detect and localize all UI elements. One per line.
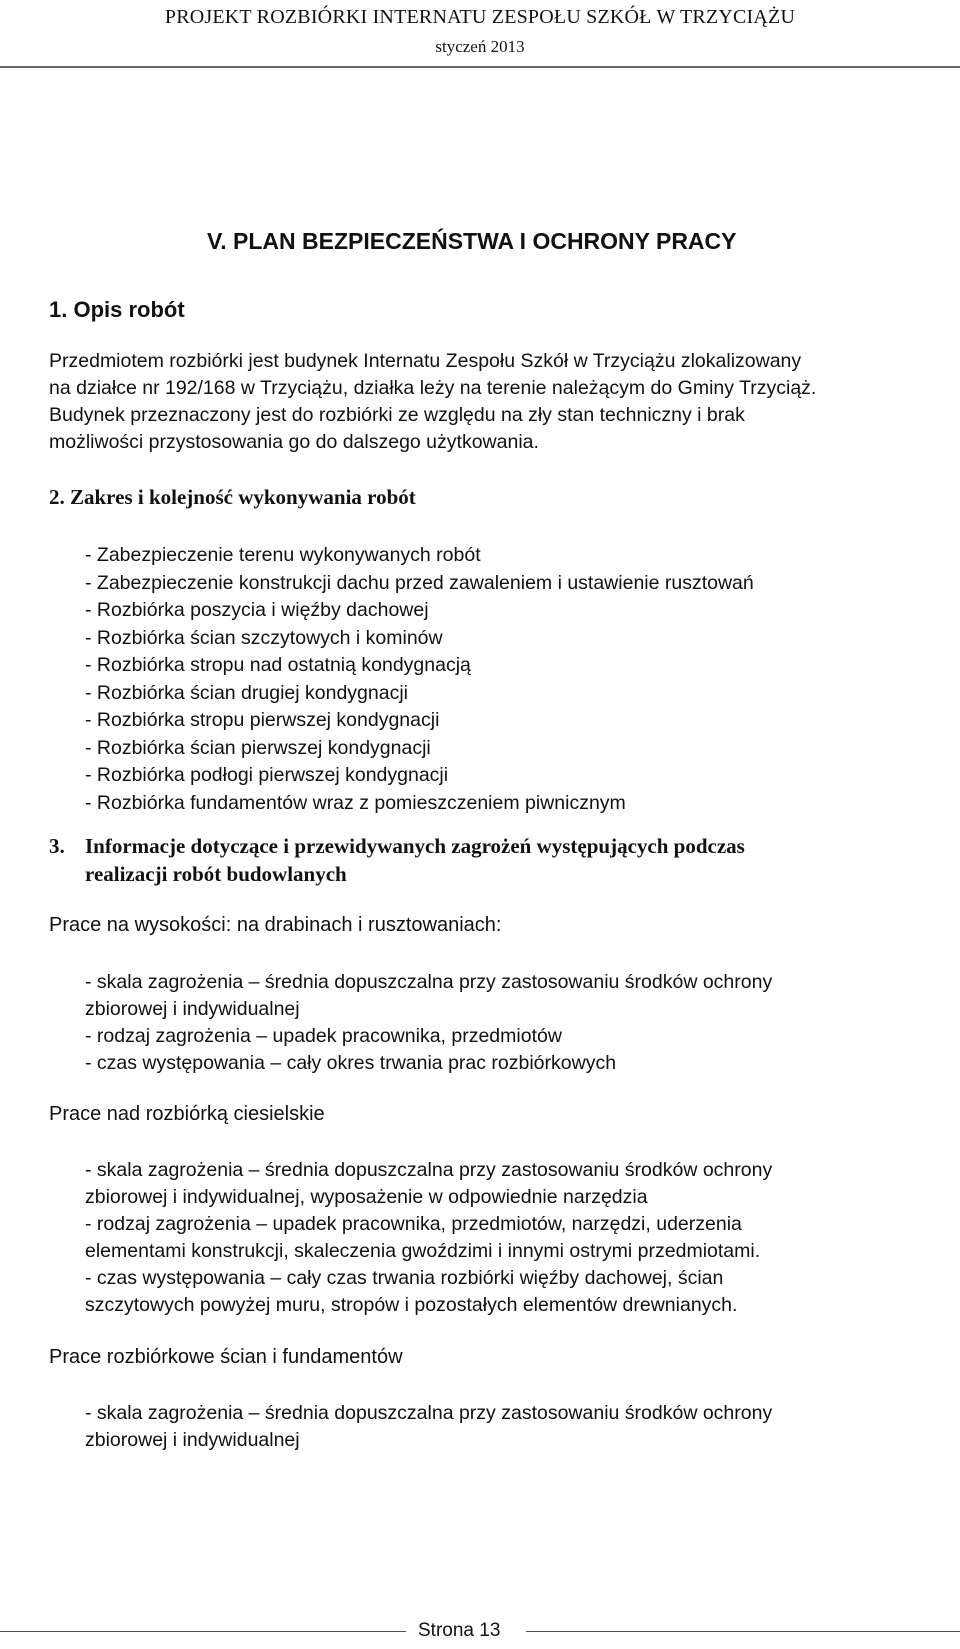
footer-rule-left	[0, 1631, 406, 1632]
section-1-paragraph	[49, 348, 919, 456]
page-footer	[0, 1620, 960, 1649]
header-date: styczeń 2013	[435, 37, 525, 56]
hazard-line: - czas występowania – cały czas trwania rozbiórki więźby dachowej, ścian	[85, 1267, 724, 1289]
list-item: - Rozbiórka poszycia i więźby dachowej	[85, 599, 429, 621]
hazard-line: - skala zagrożenia – średnia dopuszczalna przy zastosowaniu środków ochrony	[85, 1402, 773, 1424]
section-3-heading-line: Informacje dotyczące i przewidywanych zagrożeń występujących podczas	[85, 834, 745, 858]
list-item: - Rozbiórka podłogi pierwszej kondygnacji	[85, 764, 449, 786]
paragraph-line: możliwości przystosowania go do dalszego użytkowania.	[49, 431, 539, 453]
list-item: - Rozbiórka stropu pierwszej kondygnacji	[85, 709, 440, 731]
hazard-group-title: Prace rozbiórkowe ścian i fundamentów	[49, 1346, 403, 1368]
hazard-line: - skala zagrożenia – średnia dopuszczalna przy zastosowaniu środków ochrony	[85, 1159, 773, 1181]
hazard-line: elementami konstrukcji, skaleczenia gwoździmi i innymi ostrymi przedmiotami.	[85, 1240, 761, 1262]
footer-rule-right	[526, 1631, 960, 1632]
section-1-heading: 1. Opis robót	[49, 297, 185, 322]
hazard-line: - rodzaj zagrożenia – upadek pracownika, przedmiotów	[85, 1025, 562, 1047]
hazard-line: zbiorowej i indywidualnej, wyposażenie w odpowiednie narzędzia	[85, 1186, 648, 1208]
list-item: - Zabezpieczenie konstrukcji dachu przed zawaleniem i ustawienie rusztowań	[85, 571, 754, 594]
hazard-line: - rodzaj zagrożenia – upadek pracownika, przedmiotów, narzędzi, uderzenia	[85, 1213, 742, 1235]
list-item: - Rozbiórka fundamentów wraz z pomieszczeniem piwnicznym	[85, 791, 626, 814]
page-header	[0, 0, 960, 68]
hazard-line: - czas występowania – cały okres trwania prac rozbiórkowych	[85, 1052, 617, 1074]
hazard-group-title: Prace nad rozbiórką ciesielskie	[49, 1103, 325, 1125]
header-title: PROJEKT ROZBIÓRKI INTERNATU ZESPOŁU SZKÓŁ W TRZYCIĄŻU	[164, 6, 796, 28]
work-order-list	[85, 542, 754, 817]
paragraph-line: Przedmiotem rozbiórki jest budynek Internatu Zespołu Szkół w Trzyciążu zlokalizowany	[49, 350, 802, 372]
section-3-heading-line: realizacji robót budowlanych	[85, 862, 347, 886]
section-3-number: 3.	[49, 834, 65, 858]
hazard-group-title: Prace na wysokości: na drabinach i rusztowaniach:	[49, 914, 502, 936]
page-number: Strona 13	[418, 1620, 501, 1641]
list-item: - Rozbiórka ścian szczytowych i kominów	[85, 626, 443, 649]
hazard-group-body	[85, 969, 925, 1077]
section-2-heading: 2. Zakres i kolejność wykonywania robót	[49, 485, 416, 509]
section-3-heading	[49, 832, 919, 888]
hazard-line: zbiorowej i indywidualnej	[85, 1429, 300, 1451]
hazard-line: szczytowych powyżej muru, stropów i pozostałych elementów drewnianych.	[85, 1294, 738, 1316]
list-item: - Rozbiórka ścian pierwszej kondygnacji	[85, 736, 431, 759]
hazard-line: - skala zagrożenia – średnia dopuszczalna przy zastosowaniu środków ochrony	[85, 971, 773, 993]
list-item: - Rozbiórka ścian drugiej kondygnacji	[85, 681, 408, 704]
hazard-group-body	[85, 1157, 925, 1319]
chapter-title: V. PLAN BEZPIECZEŃSTWA I OCHRONY PRACY	[207, 228, 737, 254]
hazard-line: zbiorowej i indywidualnej	[85, 998, 300, 1020]
paragraph-line: na działce nr 192/168 w Trzyciążu, działka leży na terenie należącym do Gminy Trzyciąż.	[49, 377, 817, 399]
paragraph-line: Budynek przeznaczony jest do rozbiórki ze względu na zły stan techniczny i brak	[49, 404, 745, 426]
list-item: - Rozbiórka stropu nad ostatnią kondygnacją	[85, 654, 471, 676]
list-item: - Zabezpieczenie terenu wykonywanych robót	[85, 544, 481, 566]
hazard-group-body	[85, 1400, 925, 1454]
